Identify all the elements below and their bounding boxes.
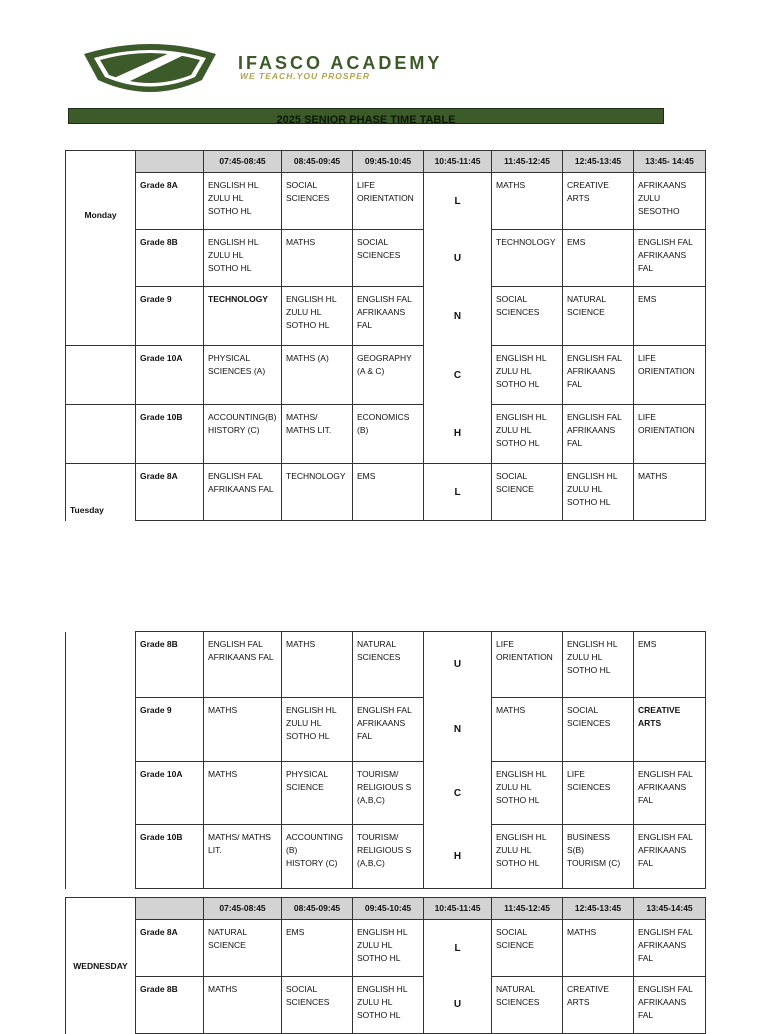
table-row xyxy=(66,920,706,977)
table-row xyxy=(66,346,706,405)
subject-cell: PHYSICAL SCIENCES (A) xyxy=(204,346,282,405)
lunch-letter: L xyxy=(424,920,492,977)
subject-cell: TECHNOLOGY xyxy=(282,464,353,521)
subject-cell: ENGLISH HL ZULU HL SOTHO HL xyxy=(204,173,282,230)
table-row xyxy=(66,230,706,287)
grade-label: Grade 10B xyxy=(136,825,204,889)
academy-name: IFASCO ACADEMY xyxy=(238,53,443,73)
lunch-letter: U xyxy=(424,230,492,287)
table-row xyxy=(66,464,706,521)
grade-label: Grade 8B xyxy=(136,230,204,287)
subject-cell: ENGLISH FAL AFRIKAANS FAL xyxy=(204,632,282,698)
day-label xyxy=(66,230,136,287)
time-header: 10:45-11:45 xyxy=(424,898,492,920)
lunch-letter: U xyxy=(424,632,492,698)
day-label xyxy=(66,405,136,464)
subject-cell: CREATIVE ARTS xyxy=(563,173,634,230)
subject-cell: ACCOUNTING (B) HISTORY (C) xyxy=(282,825,353,889)
subject-cell: ENGLISH FAL AFRIKAANS FAL xyxy=(353,698,424,762)
time-header: 12:45-13:45 xyxy=(563,898,634,920)
subject-cell: EMS xyxy=(634,632,706,698)
grade-label: Grade 8A xyxy=(136,920,204,977)
subject-cell: MATHS xyxy=(634,464,706,521)
table-row xyxy=(66,287,706,346)
table-row xyxy=(66,698,706,762)
subject-cell: LIFE ORIENTATION xyxy=(492,632,563,698)
day-label xyxy=(66,977,136,1034)
lunch-letter: N xyxy=(424,287,492,346)
timetable-tuesday xyxy=(65,631,706,889)
subject-cell: ENGLISH FAL AFRIKAANS FAL xyxy=(634,230,706,287)
subject-cell: SOCIAL SCIENCES xyxy=(282,977,353,1034)
subject-cell: NATURAL SCIENCES xyxy=(492,977,563,1034)
day-label: Tuesday xyxy=(66,464,136,521)
subject-cell: MATHS/ MATHS LIT. xyxy=(204,825,282,889)
day-label: Monday xyxy=(66,173,136,230)
subject-cell: ENGLISH FAL AFRIKAANS FAL xyxy=(634,762,706,825)
subject-cell: ENGLISH FAL AFRIKAANS FAL xyxy=(634,920,706,977)
subject-cell: ACCOUNTING(B) HISTORY (C) xyxy=(204,405,282,464)
subject-cell: NATURAL SCIENCE xyxy=(204,920,282,977)
subject-cell: EMS xyxy=(282,920,353,977)
day-label xyxy=(66,346,136,405)
subject-cell: SOCIAL SCIENCE xyxy=(492,920,563,977)
subject-cell: ENGLISH HL ZULU HL SOTHO HL xyxy=(492,405,563,464)
subject-cell: MATHS (A) xyxy=(282,346,353,405)
subject-cell: MATHS xyxy=(204,698,282,762)
subject-cell: NATURAL SCIENCE xyxy=(563,287,634,346)
grade-header-blank xyxy=(136,898,204,920)
time-header: 09:45-10:45 xyxy=(353,898,424,920)
subject-cell: BUSINESS S(B) TOURISM (C) xyxy=(563,825,634,889)
subject-cell: TOURISM/ RELIGIOUS S (A,B,C) xyxy=(353,762,424,825)
day-label xyxy=(66,287,136,346)
subject-cell: TECHNOLOGY xyxy=(204,287,282,346)
day-label xyxy=(66,825,136,889)
subject-cell: MATHS xyxy=(492,173,563,230)
timetable-title: 2025 SENIOR PHASE TIME TABLE xyxy=(68,108,664,124)
day-label xyxy=(66,698,136,762)
academy-motto: WE TEACH.YOU PROSPER xyxy=(240,71,371,81)
subject-cell: ENGLISH FAL AFRIKAANS FAL xyxy=(353,287,424,346)
subject-cell: MATHS/ MATHS LIT. xyxy=(282,405,353,464)
subject-cell: CREATIVE ARTS xyxy=(634,698,706,762)
subject-cell: TOURISM/ RELIGIOUS S (A,B,C) xyxy=(353,825,424,889)
time-header: 07:45-08:45 xyxy=(204,151,282,173)
subject-cell: MATHS xyxy=(563,920,634,977)
day-label: WEDNESDAY xyxy=(66,920,136,977)
time-header: 08:45-09:45 xyxy=(282,898,353,920)
time-header: 12:45-13:45 xyxy=(563,151,634,173)
time-header: 08:45-09:45 xyxy=(282,151,353,173)
header-row xyxy=(66,898,706,920)
lunch-letter: C xyxy=(424,346,492,405)
time-header: 13:45- 14:45 xyxy=(634,151,706,173)
lunch-letter: L xyxy=(424,173,492,230)
timetable-wednesday xyxy=(65,897,706,1034)
subject-cell: SOCIAL SCIENCES xyxy=(563,698,634,762)
table-row xyxy=(66,173,706,230)
subject-cell: AFRIKAANS ZULU SESOTHO xyxy=(634,173,706,230)
subject-cell: ENGLISH HL ZULU HL SOTHO HL xyxy=(353,920,424,977)
time-header: 11:45-12:45 xyxy=(492,151,563,173)
subject-cell: ENGLISH HL ZULU HL SOTHO HL xyxy=(204,230,282,287)
grade-label: Grade 9 xyxy=(136,287,204,346)
subject-cell: MATHS xyxy=(492,698,563,762)
day-header-blank xyxy=(66,151,136,173)
subject-cell: ENGLISH HL ZULU HL SOTHO HL xyxy=(563,632,634,698)
grade-label: Grade 10A xyxy=(136,346,204,405)
subject-cell: SOCIAL SCIENCES xyxy=(282,173,353,230)
subject-cell: GEOGRAPHY (A & C) xyxy=(353,346,424,405)
time-header: 09:45-10:45 xyxy=(353,151,424,173)
lunch-letter: L xyxy=(424,464,492,521)
subject-cell: LIFE ORIENTATION xyxy=(634,346,706,405)
table-row xyxy=(66,632,706,698)
day-label xyxy=(66,762,136,825)
subject-cell: ENGLISH HL ZULU HL SOTHO HL xyxy=(282,698,353,762)
subject-cell: EMS xyxy=(634,287,706,346)
grade-header-blank xyxy=(136,151,204,173)
grade-label: Grade 10A xyxy=(136,762,204,825)
timetable-monday xyxy=(65,150,706,521)
subject-cell: EMS xyxy=(353,464,424,521)
subject-cell: MATHS xyxy=(282,230,353,287)
subject-cell: LIFE SCIENCES xyxy=(563,762,634,825)
subject-cell: ENGLISH FAL AFRIKAANS FAL xyxy=(563,405,634,464)
subject-cell: CREATIVE ARTS xyxy=(563,977,634,1034)
subject-cell: LIFE ORIENTATION xyxy=(634,405,706,464)
grade-label: Grade 8A xyxy=(136,173,204,230)
subject-cell: SOCIAL SCIENCE xyxy=(492,464,563,521)
subject-cell: SOCIAL SCIENCES xyxy=(353,230,424,287)
subject-cell: ENGLISH FAL AFRIKAANS FAL xyxy=(634,977,706,1034)
lunch-letter: U xyxy=(424,977,492,1034)
grade-label: Grade 8B xyxy=(136,632,204,698)
subject-cell: MATHS xyxy=(282,632,353,698)
subject-cell: SOCIAL SCIENCES xyxy=(492,287,563,346)
subject-cell: ENGLISH HL ZULU HL SOTHO HL xyxy=(492,762,563,825)
academy-shield-logo xyxy=(80,40,220,96)
subject-cell: ENGLISH FAL AFRIKAANS FAL xyxy=(204,464,282,521)
grade-label: Grade 8B xyxy=(136,977,204,1034)
lunch-letter: C xyxy=(424,762,492,825)
subject-cell: PHYSICAL SCIENCE xyxy=(282,762,353,825)
time-header: 10:45-11:45 xyxy=(424,151,492,173)
grade-label: Grade 8A xyxy=(136,464,204,521)
subject-cell: ENGLISH HL ZULU HL SOTHO HL xyxy=(492,346,563,405)
subject-cell: ENGLISH HL ZULU HL SOTHO HL xyxy=(563,464,634,521)
header-row xyxy=(66,151,706,173)
subject-cell: MATHS xyxy=(204,762,282,825)
table-row xyxy=(66,405,706,464)
table-row xyxy=(66,977,706,1034)
subject-cell: ENGLISH HL ZULU HL SOTHO HL xyxy=(353,977,424,1034)
subject-cell: MATHS xyxy=(204,977,282,1034)
time-header: 07:45-08:45 xyxy=(204,898,282,920)
table-row xyxy=(66,762,706,825)
grade-label: Grade 9 xyxy=(136,698,204,762)
day-label xyxy=(66,632,136,698)
lunch-letter: N xyxy=(424,698,492,762)
time-header: 11:45-12:45 xyxy=(492,898,563,920)
time-header: 13:45-14:45 xyxy=(634,898,706,920)
subject-cell: ENGLISH FAL AFRIKAANS FAL xyxy=(634,825,706,889)
subject-cell: NATURAL SCIENCES xyxy=(353,632,424,698)
subject-cell: ECONOMICS (B) xyxy=(353,405,424,464)
table-row xyxy=(66,825,706,889)
subject-cell: TECHNOLOGY xyxy=(492,230,563,287)
lunch-letter: H xyxy=(424,405,492,464)
subject-cell: LIFE ORIENTATION xyxy=(353,173,424,230)
subject-cell: EMS xyxy=(563,230,634,287)
lunch-letter: H xyxy=(424,825,492,889)
subject-cell: ENGLISH HL ZULU HL SOTHO HL xyxy=(492,825,563,889)
grade-label: Grade 10B xyxy=(136,405,204,464)
day-header-blank xyxy=(66,898,136,920)
subject-cell: ENGLISH HL ZULU HL SOTHO HL xyxy=(282,287,353,346)
subject-cell: ENGLISH FAL AFRIKAANS FAL xyxy=(563,346,634,405)
